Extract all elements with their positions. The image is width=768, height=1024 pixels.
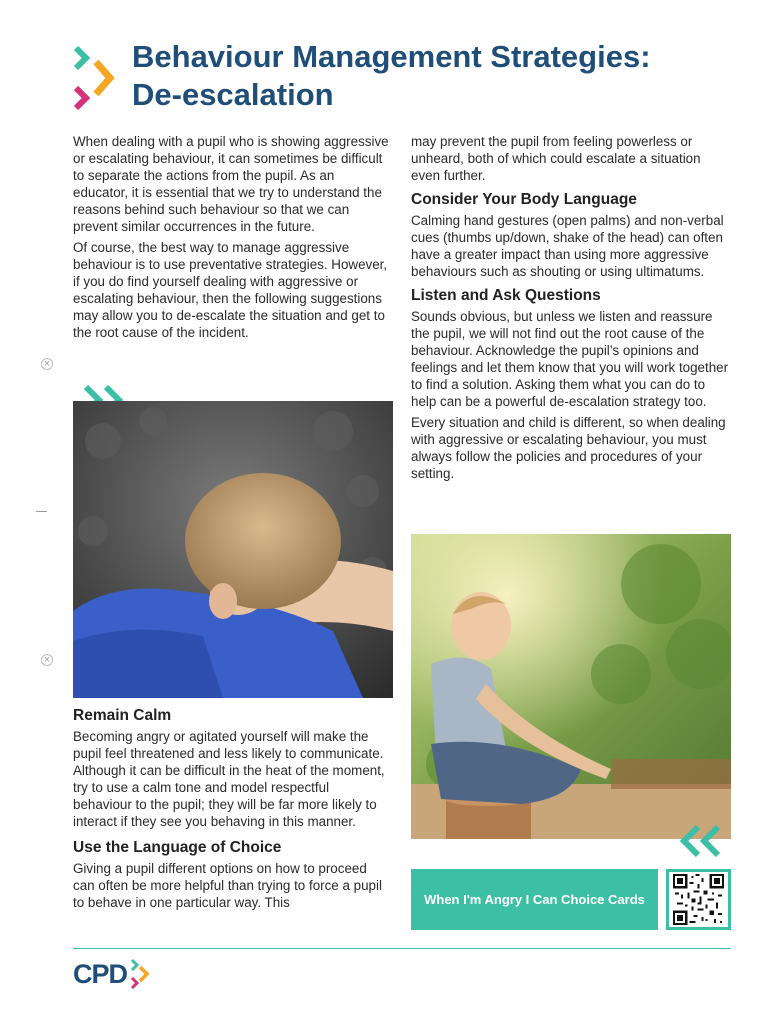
qr-code-icon[interactable] (666, 869, 731, 930)
intro-paragraph-2: Of course, the best way to manage aggressive behaviour is to use preventative strategies. However, if you do find yourself dealing with aggressive or escalating behaviour, then the following suggestions may allow you to de-escalate the situation and get to the root cause of the incident. (73, 240, 388, 340)
chevron-logo-icon (129, 957, 151, 991)
close-circle-icon[interactable]: × (41, 358, 53, 370)
remain-calm-heading: Remain Calm (73, 707, 172, 724)
margin-dash (36, 511, 47, 512)
body-language-body: Calming hand gestures (open palms) and non-verbal cues (thumbs up/down, shake of the head) can often have a greater impact than using more aggressive behaviours such as shouting or using ultimatums. (411, 213, 724, 279)
right-column-sections (411, 133, 731, 486)
language-of-choice-heading: Use the Language of Choice (73, 839, 282, 856)
photo-meditating-boy (411, 534, 731, 839)
footer-logo[interactable] (73, 957, 151, 991)
body-language-heading: Consider Your Body Language (411, 191, 637, 208)
remain-calm-body: Becoming angry or agitated yourself will make the pupil feel threatened and less likely to communicate. Although it can be difficult in the heat of the moment, try to use a calm tone and model respectful behaviour to the pupil; they will be far more likely to interact if they see you behaving in this manner. (73, 729, 385, 829)
title-line-1: Behaviour Management Strategies: (132, 39, 651, 74)
page-title (132, 38, 732, 114)
chevron-logo-icon (72, 44, 120, 114)
double-chevron-left-icon (678, 824, 724, 858)
listen-heading: Listen and Ask Questions (411, 287, 601, 304)
choice-cards-button[interactable] (411, 869, 658, 930)
photo-upset-boy (73, 401, 393, 698)
footer-divider (73, 948, 731, 949)
left-column-intro (73, 133, 391, 345)
footer-logo-text: CPD (73, 958, 128, 989)
closing-paragraph: Every situation and child is different, so when dealing with aggressive or escalating behaviour, you must always follow the policies and procedures of your setting. (411, 415, 726, 481)
choice-cards-label: When I'm Angry I Can Choice Cards (424, 892, 645, 907)
continued-paragraph: may prevent the pupil from feeling powerless or unheard, both of which could escalate a situation even further. (411, 134, 701, 183)
title-line-2: De-escalation (132, 77, 334, 112)
language-of-choice-body: Giving a pupil different options on how to proceed can often be more helpful than trying to force a pupil to behave in one particular way. This (73, 861, 382, 910)
left-column-sections (73, 706, 391, 915)
close-circle-icon[interactable]: × (41, 654, 53, 666)
listen-body: Sounds obvious, but unless we listen and reassure the pupil, we will not find out the root cause of the behaviour. Acknowledge the pupil’s opinions and feelings and let them know that you will work together to find a solution. Asking them what you can do to help can be a powerful de-escalation strategy too. (411, 309, 729, 409)
intro-paragraph-1: When dealing with a pupil who is showing aggressive or escalating behaviour, it can sometimes be difficult to separate the actions from the pupil. As an educator, it is essential that we try to understand the reasons behind such behaviour so that we can prevent similar occurrences in the future. (73, 134, 389, 234)
